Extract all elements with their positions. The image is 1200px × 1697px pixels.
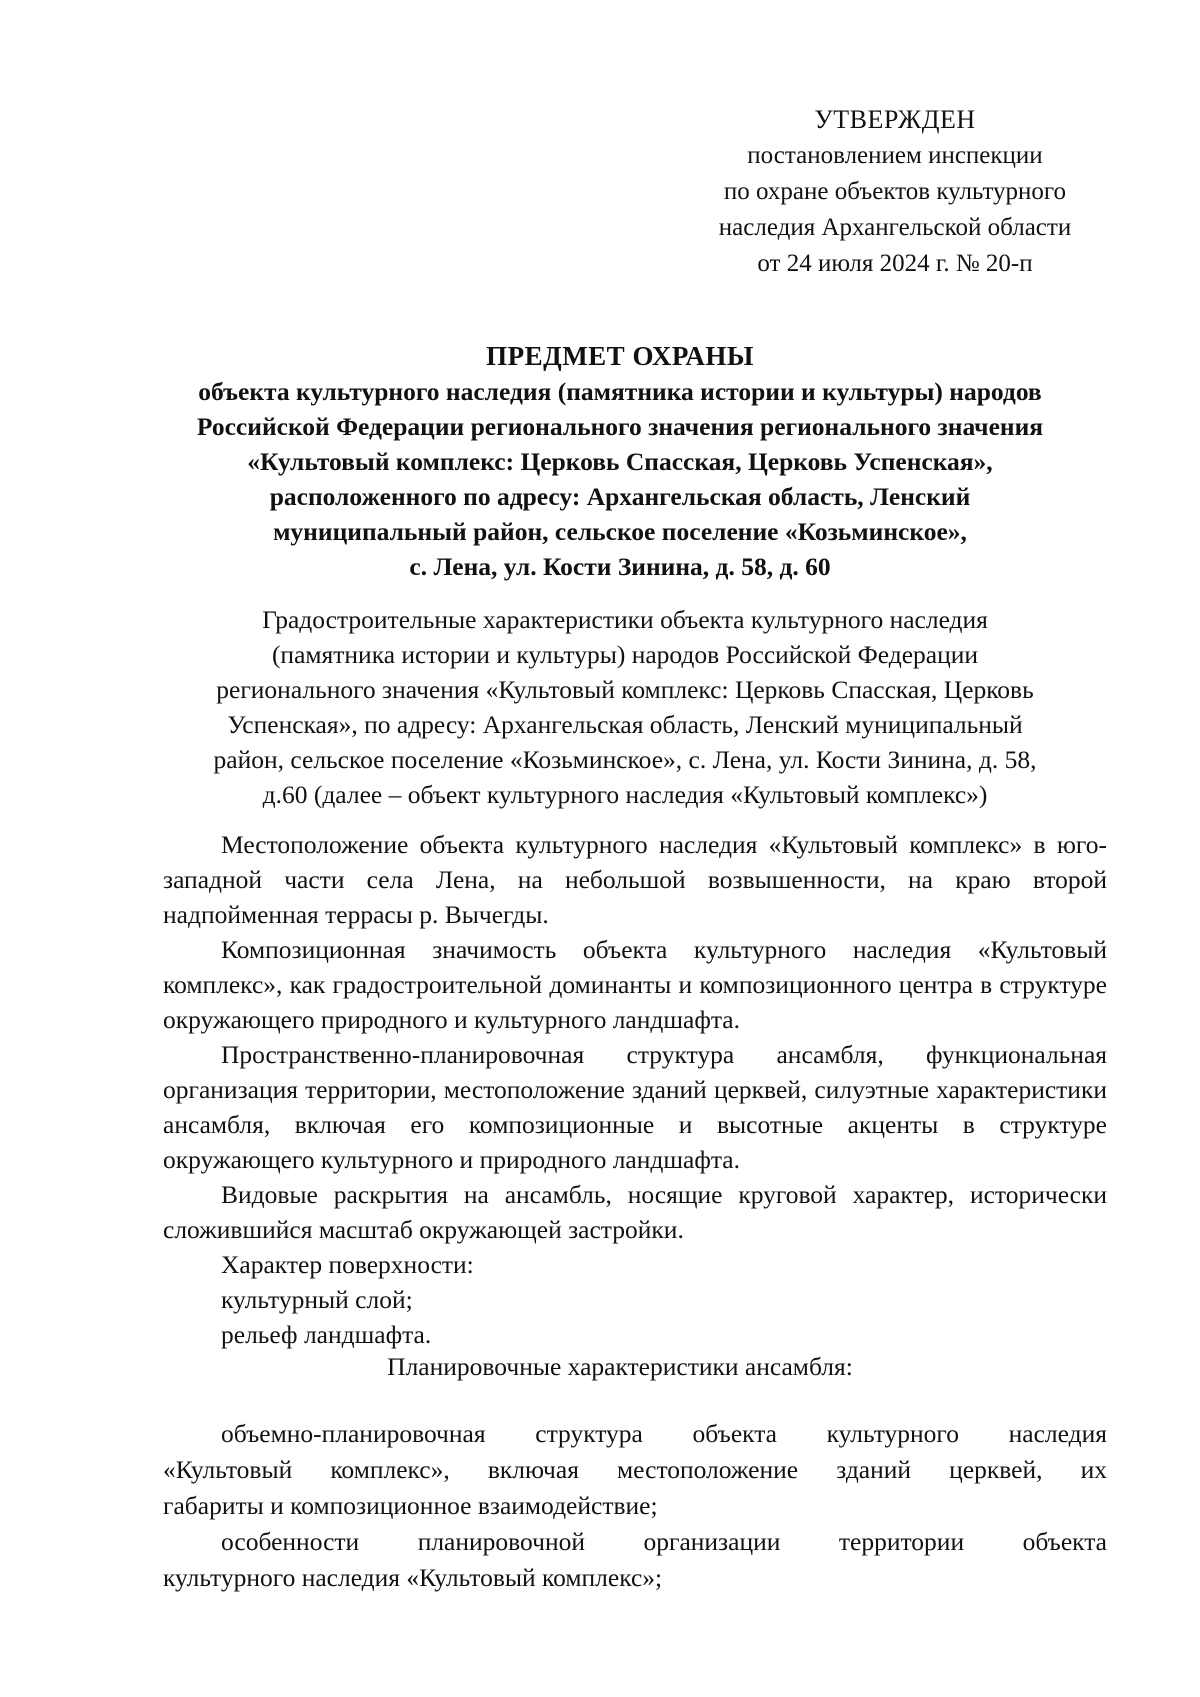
document-subtitle-line: с. Лена, ул. Кости Зинина, д. 58, д. 60 (409, 552, 831, 581)
planning-item-line: культурного наследия «Культовый комплекс»; (163, 1563, 663, 1592)
section-heading-line: д.60 (далее – объект культурного наследия «Культовый комплекс») (262, 780, 988, 809)
planning-list (163, 1416, 1107, 1596)
body-text (163, 827, 1107, 1352)
planning-item-line: «Культовый комплекс», включая местоположение зданий церквей, их (163, 1455, 1107, 1484)
paragraph-spatial-structure: Пространственно-планировочная структура ансамбля, функциональная организация территории, местоположение зданий церквей, силуэтные характеристики ансамбля, включая его композиционные и высотные акценты в структуре окружающего культурного и природного ландшафта. (163, 1040, 1107, 1174)
section-heading-line: Градостроительные характеристики объекта культурного наследия (262, 605, 988, 634)
surface-heading: Характер поверхности: (221, 1250, 474, 1279)
approval-line: от 24 июля 2024 г. № 20-п (757, 250, 1033, 277)
document-subtitle-line: расположенного по адресу: Архангельская область, Ленский (269, 482, 971, 511)
document-subtitle-line: муниципальный район, сельское поселение «Козьминское», (273, 517, 967, 546)
approval-title: УТВЕРЖДЕН (814, 105, 976, 134)
approval-line: постановлением инспекции (747, 142, 1043, 169)
document-subtitle-line: Российской Федерации регионального значения регионального значения (196, 412, 1044, 441)
planning-item-line: объемно-планировочная структура объекта культурного наследия (221, 1419, 1107, 1448)
surface-item: рельеф ландшафта. (221, 1320, 432, 1349)
surface-item: культурный слой; (221, 1285, 413, 1314)
approval-block (660, 102, 1130, 282)
urban-characteristics-heading (155, 602, 1095, 812)
planning-section-title: Планировочные характеристики ансамбля: (387, 1352, 853, 1381)
paragraph-views: Видовые раскрытия на ансамбль, носящие круговой характер, исторически сложившийся масштаб окружающей застройки. (163, 1180, 1107, 1244)
section-heading-line: Успенская», по адресу: Архангельская область, Ленский муниципальный (227, 710, 1023, 739)
section-heading-line: район, сельское поселение «Козьминское», с. Лена, ул. Кости Зинина, д. 58, (213, 745, 1037, 774)
planning-item-line: габариты и композиционное взаимодействие; (163, 1491, 658, 1520)
section-heading-line: (памятника истории и культуры) народов Российской Федерации (271, 640, 979, 669)
document-subtitle-line: «Культовый комплекс: Церковь Спасская, Церковь Успенская», (247, 447, 993, 476)
paragraph-composition: Композиционная значимость объекта культурного наследия «Культовый комплекс», как градостроительной доминанты и композиционного центра в структуре окружающего природного и культурного ландшафта. (163, 935, 1107, 1034)
paragraph-location: Местоположение объекта культурного наследия «Культовый комплекс» в юго-западной части села Лена, на небольшой возвышенности, на краю второй надпойменная террасы р. Вычегды. (163, 830, 1107, 929)
planning-item-line: особенности планировочной организации территории объекта (221, 1527, 1107, 1556)
approval-line: по охране объектов культурного (723, 178, 1067, 205)
document-heading (130, 338, 1110, 584)
section-heading-line: регионального значения «Культовый комплекс: Церковь Спасская, Церковь (216, 675, 1034, 704)
document-subtitle-line: объекта культурного наследия (памятника истории и культуры) народов (198, 377, 1042, 406)
approval-line: наследия Архангельской области (718, 214, 1072, 241)
document-title: ПРЕДМЕТ ОХРАНЫ (486, 341, 754, 371)
